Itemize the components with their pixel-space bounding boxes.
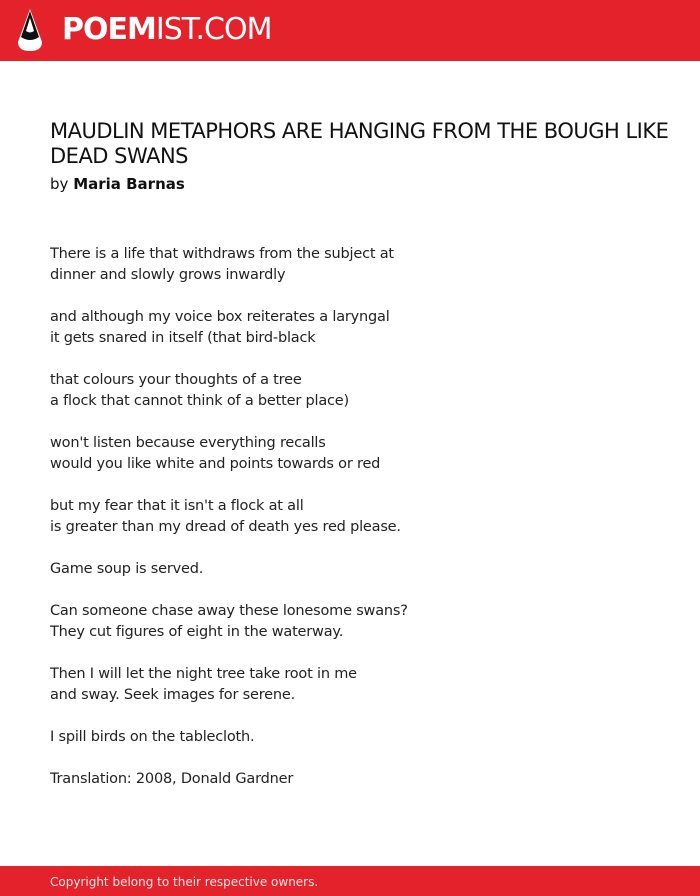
by-label: by — [50, 175, 69, 193]
stanza — [50, 496, 470, 538]
stanza — [50, 307, 470, 349]
stanza — [50, 559, 470, 580]
poem-line: There is a life that withdraws from the subject at — [50, 246, 394, 262]
pencil-tip-icon[interactable] — [17, 9, 43, 51]
title-line: DEAD SWANS — [50, 144, 189, 168]
title-line: MAUDLIN METAPHORS ARE HANGING FROM THE BOUGH LIKE — [50, 119, 669, 143]
poem-line: that colours your thoughts of a tree — [50, 372, 302, 388]
poem-line: Translation: 2008, Donald Gardner — [50, 771, 294, 787]
poem-line: it gets snared in itself (that bird-black — [50, 330, 316, 346]
poem-line: dinner and slowly grows inwardly — [50, 267, 286, 283]
poem-line: Game soup is served. — [50, 561, 204, 577]
poem-line: won't listen because everything recalls — [50, 435, 326, 451]
logo-text-bold: POEM — [62, 12, 156, 47]
stanza — [50, 370, 470, 412]
logo-text-light: IST.COM — [155, 12, 272, 47]
stanza — [50, 433, 470, 475]
poem-title — [50, 119, 700, 169]
copyright-text: Copyright belong to their respective owners. — [50, 875, 319, 889]
site-logo[interactable] — [62, 11, 271, 49]
poem-line: I spill birds on the tablecloth. — [50, 729, 255, 745]
site-footer — [0, 866, 700, 896]
poem-body — [50, 244, 470, 811]
stanza — [50, 244, 470, 286]
stanza — [50, 727, 470, 748]
poem-line: is greater than my dread of death yes red please. — [50, 519, 401, 535]
poem-line: would you like white and points towards or red — [50, 456, 381, 472]
poem-line: Then I will let the night tree take root in me — [50, 666, 357, 682]
author-name: Maria Barnas — [73, 175, 185, 193]
stanza — [50, 664, 470, 706]
poem-line: but my fear that it isn't a flock at all — [50, 498, 304, 514]
site-header — [0, 0, 700, 61]
stanza — [50, 601, 470, 643]
poem-line: and although my voice box reiterates a laryngal — [50, 309, 390, 325]
poem-line: and sway. Seek images for serene. — [50, 687, 296, 703]
poem-line: They cut figures of eight in the waterway. — [50, 624, 344, 640]
byline — [50, 174, 185, 194]
poem-line: Can someone chase away these lonesome swans? — [50, 603, 408, 619]
stanza — [50, 769, 470, 790]
poem-line: a flock that cannot think of a better place) — [50, 393, 349, 409]
